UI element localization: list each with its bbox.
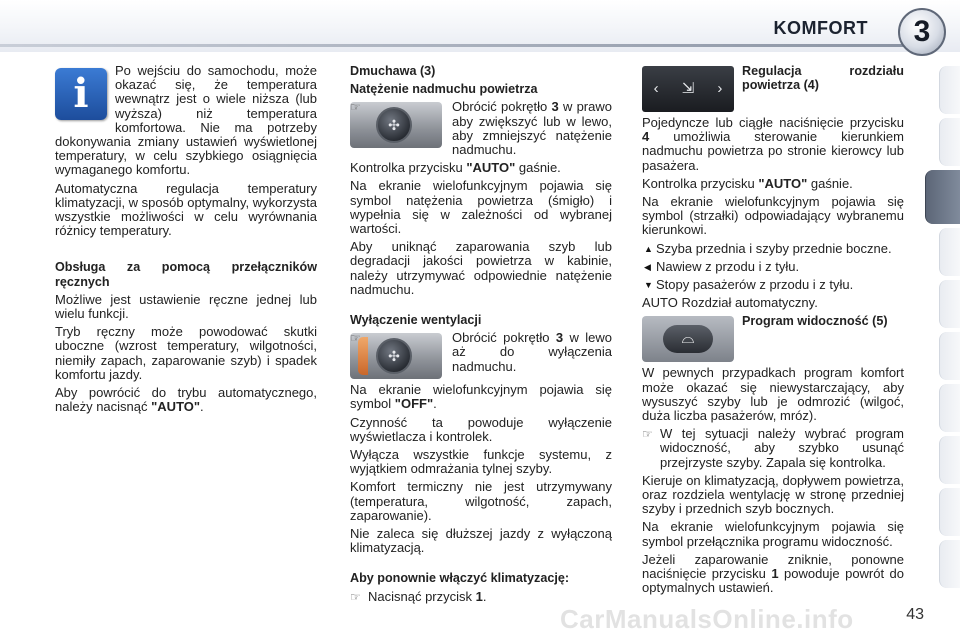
ref-number: 3 <box>555 330 564 346</box>
front-defrost-icon: ⌓ <box>663 325 713 353</box>
paragraph: Na ekranie wielofunkcyjnym pojawia się symbol (strzałki) odpowiadający wybranemu kierunkowi. <box>642 194 904 238</box>
section-heading: Aby ponownie włączyć klimatyzację: <box>350 571 570 586</box>
paragraph: Komfort termiczny nie jest utrzymywany (temperatura, wilgotność, zapach, zaparowanie). <box>350 479 612 523</box>
chapter-tabs <box>934 66 960 626</box>
chapter-tab[interactable] <box>939 540 960 588</box>
text: Szyba przednia i szyby przednie boczne. <box>656 240 892 256</box>
chapter-tab[interactable] <box>939 66 960 114</box>
text: Stopy pasażerów z przodu i z tyłu. <box>656 277 854 293</box>
section-heading: Program widoczność (5) <box>742 314 888 329</box>
ref-number: 1 <box>771 566 779 582</box>
list-item <box>642 242 904 256</box>
paragraph: W pewnych przypadkach program komfort może okazać się niewystarczający, aby wysuszyć szyby lub je odmrozić (wilgoć, duża liczba pasażerów, mróz). <box>642 365 904 424</box>
text: Aby powrócić do trybu automatycznego, należy nacisnąć <box>55 385 317 415</box>
text: Obrócić pokrętło <box>452 330 556 346</box>
text: Obrócić pokrętło <box>452 99 552 115</box>
paragraph: Kieruje on klimatyzacją, dopływem powietrza, oraz rozdziela wentylację w stronę przedniej szyby i przednich szyb bocznych. <box>642 472 904 517</box>
text: Nawiew z przodu i z tyłu. <box>656 258 800 274</box>
pointing-hand-icon: ☞ <box>350 100 361 115</box>
air-distribution-icon: ⇲ <box>681 79 695 97</box>
paragraph <box>642 116 904 173</box>
text: gaśnie. <box>807 175 853 191</box>
instruction-step <box>350 100 612 157</box>
fan-icon: ✣ <box>376 107 412 143</box>
section-heading: Dmuchawa (3) <box>350 64 436 78</box>
paragraph: Aby uniknąć zaparowania szyb lub degradacji jakości powietrza w kabinie, należy utrzymywać odpowiednie natężenie nadmuchu. <box>350 239 612 297</box>
chapter-tab[interactable] <box>939 118 960 166</box>
arrow-left-icon: ◀ <box>644 261 651 272</box>
paragraph: Wyłącza wszystkie funkcje systemu, z wyjątkiem odmrażania tylnej szyby. <box>350 447 612 477</box>
text: . <box>482 588 487 604</box>
text: Na ekranie wielofunkcyjnym pojawia się symbol <box>350 382 612 412</box>
chevron-right-icon: › <box>717 79 723 97</box>
paragraph <box>350 161 612 175</box>
section-heading: Regulacja rozdziału powietrza (4) <box>742 64 904 93</box>
paragraph: AUTO Rozdział automatyczny. <box>642 295 818 311</box>
chapter-tab-active[interactable] <box>925 170 960 224</box>
text: Nacisnąć przycisk <box>368 588 476 604</box>
header-rule <box>0 44 915 47</box>
subsection-heading: Natężenie nadmuchu powietrza <box>350 82 538 97</box>
paragraph <box>350 383 612 411</box>
page-number: 43 <box>906 606 924 623</box>
chapter-tab[interactable] <box>939 332 960 380</box>
arrow-up-icon: ▲ <box>644 243 653 254</box>
chapter-tab[interactable] <box>939 228 960 276</box>
column-middle <box>350 64 612 608</box>
text: powoduje powrót do optymalnych ustawień. <box>642 566 904 596</box>
auto-label: "AUTO" <box>151 399 201 415</box>
intro-paragraph: Po wejściu do samochodu, może okazać się, że temperatura wewnątrz jest o wiele niższa (lub wyższa) niż temperatura komfortowa. Nie ma potrzeby dokonywania zmiany ustawień wyświetlonej temperatury, w celu szybkiego osiągnięcia wymaganego komfortu. <box>55 63 317 178</box>
paragraph: Na ekranie wielofunkcyjnym pojawia się symbol przełącznika programu widoczność. <box>642 519 904 549</box>
instruction-step <box>642 427 904 470</box>
text: gaśnie. <box>515 160 561 176</box>
ref-number: 1 <box>475 588 483 604</box>
paragraph: Nie zaleca się dłuższej jazdy z wyłączoną klimatyzacją. <box>350 526 612 556</box>
column-left <box>55 64 317 418</box>
text: . <box>433 396 437 412</box>
info-icon: i <box>55 68 107 120</box>
auto-label: "AUTO" <box>466 160 516 176</box>
paragraph <box>642 177 904 191</box>
ref-number: 4 <box>642 129 650 145</box>
pointing-hand-icon: ☞ <box>642 427 653 442</box>
section-title: KOMFORT <box>773 18 868 38</box>
paragraph <box>55 386 317 414</box>
arrow-down-icon: ▼ <box>644 280 653 291</box>
paragraph <box>642 553 904 596</box>
section-heading: Obsługa za pomocą przełączników ręcznych <box>55 260 317 289</box>
section-heading: Wyłączenie wentylacji <box>350 313 482 328</box>
air-distribution-panel-photo <box>642 66 734 112</box>
page-header <box>0 0 960 52</box>
column-right <box>642 64 904 599</box>
chapter-tab[interactable] <box>939 280 960 328</box>
ref-number: 3 <box>551 99 559 115</box>
list-item <box>642 260 904 274</box>
text: umożliwia sterowanie kierunkiem nadmuchu powietrza po stronie kierowcy lub pasażera. <box>642 129 904 173</box>
pointing-hand-icon: ☞ <box>350 331 361 346</box>
paragraph: Możliwe jest ustawienie ręczne jednej lub wielu funkcji. <box>55 291 317 322</box>
chapter-tab[interactable] <box>939 436 960 484</box>
text: Pojedyncze lub ciągłe naciśnięcie przycisku <box>642 115 904 130</box>
text: w prawo aby zwiększyć lub w lewo, aby zmniejszyć natężenie nadmuchu. <box>452 99 612 158</box>
paragraph: Tryb ręczny może powodować skutki uboczne (wzrost temperatury, wilgotności, niemiły zapach, zaparowanie szyb) i spadek komfortu jazdy. <box>55 324 317 382</box>
paragraph: Automatyczna regulacja temperatury klimatyzacji, w sposób optymalny, wykorzysta wszystkie możliwości w celu wyrównania różnicy temperatury. <box>55 180 318 239</box>
fan-icon: ✣ <box>376 338 412 374</box>
chapter-tab[interactable] <box>939 384 960 432</box>
instruction-step <box>350 590 612 604</box>
pointing-hand-icon: ☞ <box>350 589 361 604</box>
off-label: "OFF" <box>394 396 434 412</box>
chevron-left-icon: ‹ <box>653 79 659 97</box>
list-item <box>642 278 904 292</box>
text: Kontrolka przycisku <box>642 175 759 191</box>
chapter-number-badge: 3 <box>898 8 946 56</box>
paragraph: Czynność ta powoduje wyłączenie wyświetlacza i kontrolek. <box>350 414 612 444</box>
defrost-button-photo <box>642 316 734 362</box>
text: . <box>200 399 204 415</box>
text: W tej sytuacji należy wybrać program widoczność, aby szybko usunąć przejrzyste szyby. Zapala się kontrolka. <box>660 426 904 470</box>
watermark: CarManualsOnline.info <box>560 604 854 634</box>
paragraph: Na ekranie wielofunkcyjnym pojawia się symbol natężenia powietrza (śmigło) i wypełnia się w zależności od wybranej wartości. <box>350 178 612 237</box>
chapter-tab[interactable] <box>939 488 960 536</box>
instruction-step <box>350 331 612 374</box>
text: w lewo aż do wyłączenia nadmuchu. <box>452 330 612 374</box>
auto-label: "AUTO" <box>758 175 808 191</box>
text: Kontrolka przycisku <box>350 160 467 176</box>
text: Jeżeli zaparowanie zniknie, ponowne naciśnięcie przycisku <box>642 551 904 582</box>
